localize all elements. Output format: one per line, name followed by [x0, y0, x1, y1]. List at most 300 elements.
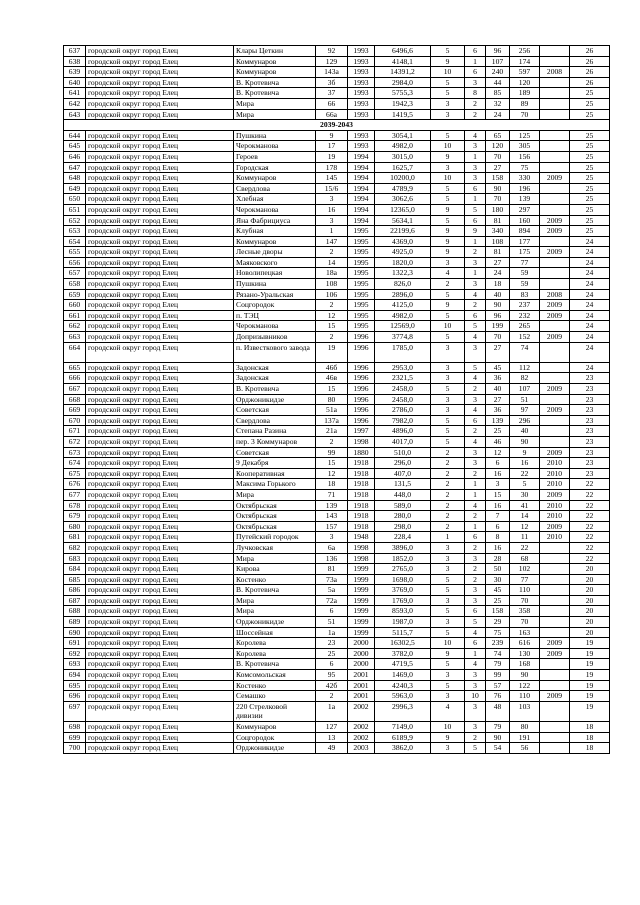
repair-year-cell: 2008	[540, 67, 570, 78]
row-number: 684	[64, 564, 86, 575]
entrances-cell: 2	[465, 247, 486, 258]
floors-cell: 3	[431, 373, 465, 384]
housing-register-table	[63, 45, 610, 754]
residents-cell: 90	[510, 670, 540, 681]
build-year-cell: 2003	[348, 743, 375, 754]
area-cell: 3062,6	[375, 194, 431, 205]
repair-year-cell: 2009	[540, 521, 570, 532]
apartments-cell: 158	[486, 173, 510, 184]
build-year-cell: 1995	[348, 321, 375, 332]
build-year-cell: 1993	[348, 88, 375, 99]
area-cell: 6496,6	[375, 46, 431, 57]
street-cell: Клары Цеткин	[234, 46, 316, 57]
residents-cell: 74	[510, 342, 540, 362]
repair-year-cell	[540, 670, 570, 681]
floors-cell: 3	[431, 362, 465, 373]
repair-year-cell	[540, 141, 570, 152]
municipality-cell: городской округ город Елец	[86, 257, 234, 268]
residents-cell: 168	[510, 659, 540, 670]
table-row	[64, 279, 610, 290]
municipality-cell: городской округ город Елец	[86, 310, 234, 321]
area-cell: 16302,5	[375, 638, 431, 649]
apartments-cell: 199	[486, 321, 510, 332]
area-cell: 1625,7	[375, 162, 431, 173]
floors-cell: 3	[431, 553, 465, 564]
apartments-cell: 96	[486, 310, 510, 321]
street-cell: Соцгородок	[234, 732, 316, 743]
apartments-cell: 79	[486, 659, 510, 670]
residents-cell: 152	[510, 332, 540, 343]
house-number-cell: 5а	[316, 585, 348, 596]
residents-cell: 90	[510, 436, 540, 447]
row-number: 692	[64, 648, 86, 659]
street-cell: В. Кротевича	[234, 384, 316, 395]
area-cell: 510,0	[375, 447, 431, 458]
area-cell: 3015,0	[375, 151, 431, 162]
floors-cell: 10	[431, 722, 465, 733]
floors-cell: 5	[431, 194, 465, 205]
priority-cell: 22	[570, 500, 610, 511]
area-cell: 14391,2	[375, 67, 431, 78]
residents-cell: 125	[510, 130, 540, 141]
house-number-cell: 66а	[316, 109, 348, 120]
residents-cell: 174	[510, 56, 540, 67]
residents-cell: 189	[510, 88, 540, 99]
table-row	[64, 183, 610, 194]
residents-cell: 77	[510, 257, 540, 268]
table-row	[64, 659, 610, 670]
area-cell: 1942,3	[375, 98, 431, 109]
table-row	[64, 458, 610, 469]
row-number: 689	[64, 617, 86, 628]
priority-cell: 19	[570, 648, 610, 659]
section-period: 2039-2043	[64, 120, 610, 131]
table-row	[64, 215, 610, 226]
table-row	[64, 680, 610, 691]
house-number-cell: 12	[316, 468, 348, 479]
house-number-cell: 3	[316, 194, 348, 205]
residents-cell: 68	[510, 553, 540, 564]
build-year-cell: 1993	[348, 67, 375, 78]
floors-cell: 5	[431, 436, 465, 447]
floors-cell: 5	[431, 77, 465, 88]
street-cell: Допризывников	[234, 332, 316, 343]
municipality-cell: городской округ город Елец	[86, 627, 234, 638]
house-number-cell: 99	[316, 447, 348, 458]
area-cell: 1769,0	[375, 595, 431, 606]
area-cell: 4719,5	[375, 659, 431, 670]
house-number-cell: 95	[316, 670, 348, 681]
apartments-cell: 16	[486, 542, 510, 553]
area-cell: 2458,0	[375, 384, 431, 395]
residents-cell: 59	[510, 279, 540, 290]
municipality-cell: городской округ город Елец	[86, 670, 234, 681]
municipality-cell: городской округ город Елец	[86, 173, 234, 184]
row-number: 676	[64, 479, 86, 490]
house-number-cell: 21а	[316, 426, 348, 437]
table-row	[64, 173, 610, 184]
repair-year-cell	[540, 617, 570, 628]
house-number-cell: 13	[316, 732, 348, 743]
floors-cell: 3	[431, 617, 465, 628]
street-cell: Королева	[234, 648, 316, 659]
repair-year-cell: 2009	[540, 300, 570, 311]
street-cell: Коммунаров	[234, 56, 316, 67]
floors-cell: 3	[431, 162, 465, 173]
house-number-cell: 6	[316, 659, 348, 670]
floors-cell: 9	[431, 204, 465, 215]
table-row	[64, 268, 610, 279]
house-number-cell: 23	[316, 638, 348, 649]
apartments-cell: 40	[486, 289, 510, 300]
entrances-cell: 4	[465, 405, 486, 416]
priority-cell: 22	[570, 532, 610, 543]
apartments-cell: 240	[486, 67, 510, 78]
repair-year-cell	[540, 394, 570, 405]
repair-year-cell	[540, 436, 570, 447]
residents-cell: 237	[510, 300, 540, 311]
house-number-cell: 137а	[316, 415, 348, 426]
area-cell: 6189,9	[375, 732, 431, 743]
street-cell: пер. 3 Коммунаров	[234, 436, 316, 447]
table-row	[64, 722, 610, 733]
entrances-cell: 6	[465, 215, 486, 226]
apartments-cell: 74	[486, 648, 510, 659]
municipality-cell: городской округ город Елец	[86, 691, 234, 702]
street-cell: В. Кротевича	[234, 585, 316, 596]
build-year-cell: 1998	[348, 436, 375, 447]
repair-year-cell: 2009	[540, 489, 570, 500]
residents-cell: 112	[510, 362, 540, 373]
priority-cell: 25	[570, 141, 610, 152]
repair-year-cell	[540, 88, 570, 99]
repair-year-cell	[540, 342, 570, 362]
entrances-cell: 2	[465, 574, 486, 585]
area-cell: 7149,0	[375, 722, 431, 733]
residents-cell: 56	[510, 743, 540, 754]
apartments-cell: 57	[486, 680, 510, 691]
repair-year-cell	[540, 279, 570, 290]
residents-cell: 41	[510, 500, 540, 511]
priority-cell: 25	[570, 226, 610, 237]
street-cell: Семашко	[234, 691, 316, 702]
floors-cell: 3	[431, 98, 465, 109]
house-number-cell: 16	[316, 204, 348, 215]
floors-cell: 10	[431, 173, 465, 184]
apartments-cell: 76	[486, 691, 510, 702]
repair-year-cell	[540, 162, 570, 173]
street-cell: Максима Горького	[234, 479, 316, 490]
apartments-cell: 48	[486, 701, 510, 721]
apartments-cell: 44	[486, 77, 510, 88]
municipality-cell: городской округ город Елец	[86, 447, 234, 458]
entrances-cell: 6	[465, 415, 486, 426]
apartments-cell: 16	[486, 500, 510, 511]
area-cell: 228,4	[375, 532, 431, 543]
floors-cell: 5	[431, 384, 465, 395]
area-cell: 298,0	[375, 521, 431, 532]
floors-cell: 2	[431, 458, 465, 469]
apartments-cell: 40	[486, 384, 510, 395]
table-row	[64, 648, 610, 659]
street-cell: Костенко	[234, 574, 316, 585]
house-number-cell: 1а	[316, 627, 348, 638]
apartments-cell: 27	[486, 394, 510, 405]
apartments-cell: 28	[486, 553, 510, 564]
table-row	[64, 151, 610, 162]
priority-cell: 20	[570, 564, 610, 575]
residents-cell: 156	[510, 151, 540, 162]
floors-cell: 2	[431, 521, 465, 532]
apartments-cell: 70	[486, 151, 510, 162]
house-number-cell: 15	[316, 384, 348, 395]
area-cell: 2896,0	[375, 289, 431, 300]
apartments-cell: 18	[486, 279, 510, 290]
build-year-cell: 2002	[348, 701, 375, 721]
municipality-cell: городской округ город Елец	[86, 648, 234, 659]
residents-cell: 5	[510, 479, 540, 490]
street-cell: Мира	[234, 606, 316, 617]
municipality-cell: городской округ город Елец	[86, 46, 234, 57]
row-number: 658	[64, 279, 86, 290]
street-cell: Кооперативная	[234, 468, 316, 479]
apartments-cell: 27	[486, 257, 510, 268]
row-number: 672	[64, 436, 86, 447]
build-year-cell: 1996	[348, 415, 375, 426]
house-number-cell: 19	[316, 342, 348, 362]
build-year-cell: 1997	[348, 426, 375, 437]
entrances-cell: 3	[465, 553, 486, 564]
floors-cell: 5	[431, 606, 465, 617]
table-row	[64, 617, 610, 628]
entrances-cell: 6	[465, 46, 486, 57]
priority-cell: 25	[570, 194, 610, 205]
priority-cell: 24	[570, 247, 610, 258]
residents-cell: 82	[510, 373, 540, 384]
floors-cell: 5	[431, 215, 465, 226]
table-row	[64, 130, 610, 141]
entrances-cell: 3	[465, 342, 486, 362]
build-year-cell: 1994	[348, 204, 375, 215]
street-cell: Мира	[234, 595, 316, 606]
build-year-cell: 2002	[348, 732, 375, 743]
street-cell: Мира	[234, 489, 316, 500]
house-number-cell: 71	[316, 489, 348, 500]
municipality-cell: городской округ город Елец	[86, 732, 234, 743]
municipality-cell: городской округ город Елец	[86, 659, 234, 670]
entrances-cell: 1	[465, 151, 486, 162]
repair-year-cell	[540, 627, 570, 638]
repair-year-cell	[540, 585, 570, 596]
area-cell: 296,0	[375, 458, 431, 469]
repair-year-cell: 2009	[540, 173, 570, 184]
apartments-cell: 54	[486, 743, 510, 754]
area-cell: 2458,0	[375, 394, 431, 405]
residents-cell: 330	[510, 173, 540, 184]
priority-cell: 20	[570, 606, 610, 617]
area-cell: 1852,0	[375, 553, 431, 564]
street-cell: Героев	[234, 151, 316, 162]
row-number: 661	[64, 310, 86, 321]
table-row	[64, 247, 610, 258]
area-cell: 5634,1	[375, 215, 431, 226]
residents-cell: 70	[510, 595, 540, 606]
row-number: 696	[64, 691, 86, 702]
priority-cell: 24	[570, 321, 610, 332]
area-cell: 1785,0	[375, 342, 431, 362]
priority-cell: 18	[570, 722, 610, 733]
municipality-cell: городской округ город Елец	[86, 236, 234, 247]
apartments-cell: 85	[486, 88, 510, 99]
priority-cell: 23	[570, 468, 610, 479]
street-cell: Лучковская	[234, 542, 316, 553]
row-number: 668	[64, 394, 86, 405]
apartments-cell: 79	[486, 722, 510, 733]
municipality-cell: городской округ город Елец	[86, 479, 234, 490]
entrances-cell: 3	[465, 162, 486, 173]
repair-year-cell: 2010	[540, 458, 570, 469]
entrances-cell: 2	[465, 426, 486, 437]
priority-cell: 20	[570, 585, 610, 596]
house-number-cell: 42б	[316, 680, 348, 691]
house-number-cell: 80	[316, 394, 348, 405]
table-row	[64, 691, 610, 702]
priority-cell: 22	[570, 479, 610, 490]
municipality-cell: городской округ город Елец	[86, 279, 234, 290]
residents-cell: 160	[510, 215, 540, 226]
table-row	[64, 585, 610, 596]
repair-year-cell	[540, 130, 570, 141]
house-number-cell: 72а	[316, 595, 348, 606]
row-number: 671	[64, 426, 86, 437]
repair-year-cell	[540, 415, 570, 426]
entrances-cell: 4	[465, 130, 486, 141]
municipality-cell: городской округ город Елец	[86, 384, 234, 395]
house-number-cell: 2	[316, 436, 348, 447]
house-number-cell: 15/6	[316, 183, 348, 194]
priority-cell: 19	[570, 670, 610, 681]
area-cell: 2996,3	[375, 701, 431, 721]
house-number-cell: 12	[316, 310, 348, 321]
area-cell: 5755,3	[375, 88, 431, 99]
street-cell: Черокманова	[234, 141, 316, 152]
build-year-cell: 1998	[348, 553, 375, 564]
entrances-cell: 2	[465, 468, 486, 479]
house-number-cell: 81	[316, 564, 348, 575]
municipality-cell: городской округ город Елец	[86, 204, 234, 215]
repair-year-cell: 2008	[540, 289, 570, 300]
apartments-cell: 81	[486, 215, 510, 226]
row-number: 678	[64, 500, 86, 511]
row-number: 665	[64, 362, 86, 373]
municipality-cell: городской округ город Елец	[86, 521, 234, 532]
priority-cell: 22	[570, 511, 610, 522]
residents-cell: 139	[510, 194, 540, 205]
entrances-cell: 3	[465, 141, 486, 152]
municipality-cell: городской округ город Елец	[86, 722, 234, 733]
entrances-cell: 1	[465, 56, 486, 67]
apartments-cell: 27	[486, 162, 510, 173]
residents-cell: 22	[510, 542, 540, 553]
house-number-cell: 3	[316, 532, 348, 543]
area-cell: 1820,0	[375, 257, 431, 268]
table-row	[64, 362, 610, 373]
area-cell: 2786,0	[375, 405, 431, 416]
repair-year-cell	[540, 542, 570, 553]
municipality-cell: городской округ город Елец	[86, 247, 234, 258]
municipality-cell: городской округ город Елец	[86, 362, 234, 373]
priority-cell: 25	[570, 173, 610, 184]
entrances-cell: 4	[465, 289, 486, 300]
row-number: 653	[64, 226, 86, 237]
residents-cell: 256	[510, 46, 540, 57]
house-number-cell: 3	[316, 215, 348, 226]
residents-cell: 110	[510, 585, 540, 596]
priority-cell: 22	[570, 489, 610, 500]
municipality-cell: городской округ город Елец	[86, 489, 234, 500]
table-row	[64, 479, 610, 490]
table-row	[64, 332, 610, 343]
repair-year-cell	[540, 362, 570, 373]
table-row	[64, 436, 610, 447]
floors-cell: 5	[431, 585, 465, 596]
area-cell: 826,0	[375, 279, 431, 290]
table-row	[64, 606, 610, 617]
floors-cell: 2	[431, 279, 465, 290]
residents-cell: 9	[510, 447, 540, 458]
residents-cell: 59	[510, 268, 540, 279]
residents-cell: 177	[510, 236, 540, 247]
table-row	[64, 88, 610, 99]
table-row	[64, 342, 610, 362]
floors-cell: 4	[431, 701, 465, 721]
repair-year-cell: 2009	[540, 691, 570, 702]
build-year-cell: 1994	[348, 162, 375, 173]
row-number: 691	[64, 638, 86, 649]
table-row	[64, 595, 610, 606]
build-year-cell: 1999	[348, 585, 375, 596]
floors-cell: 2	[431, 447, 465, 458]
row-number: 663	[64, 332, 86, 343]
priority-cell: 26	[570, 46, 610, 57]
entrances-cell: 2	[465, 300, 486, 311]
row-number: 652	[64, 215, 86, 226]
floors-cell: 4	[431, 268, 465, 279]
floors-cell: 5	[431, 310, 465, 321]
municipality-cell: городской округ город Елец	[86, 321, 234, 332]
apartments-cell: 7	[486, 511, 510, 522]
entrances-cell: 1	[465, 479, 486, 490]
house-number-cell: 51	[316, 617, 348, 628]
floors-cell: 5	[431, 426, 465, 437]
apartments-cell: 90	[486, 300, 510, 311]
area-cell: 3862,0	[375, 743, 431, 754]
table-row	[64, 46, 610, 57]
build-year-cell: 1995	[348, 257, 375, 268]
floors-cell: 2	[431, 468, 465, 479]
municipality-cell: городской округ город Елец	[86, 77, 234, 88]
table-row	[64, 532, 610, 543]
build-year-cell: 1993	[348, 141, 375, 152]
entrances-cell: 5	[465, 617, 486, 628]
residents-cell: 22	[510, 468, 540, 479]
table-row	[64, 300, 610, 311]
priority-cell: 24	[570, 236, 610, 247]
house-number-cell: 1	[316, 226, 348, 237]
residents-cell: 51	[510, 394, 540, 405]
municipality-cell: городской округ город Елец	[86, 595, 234, 606]
repair-year-cell: 2009	[540, 332, 570, 343]
